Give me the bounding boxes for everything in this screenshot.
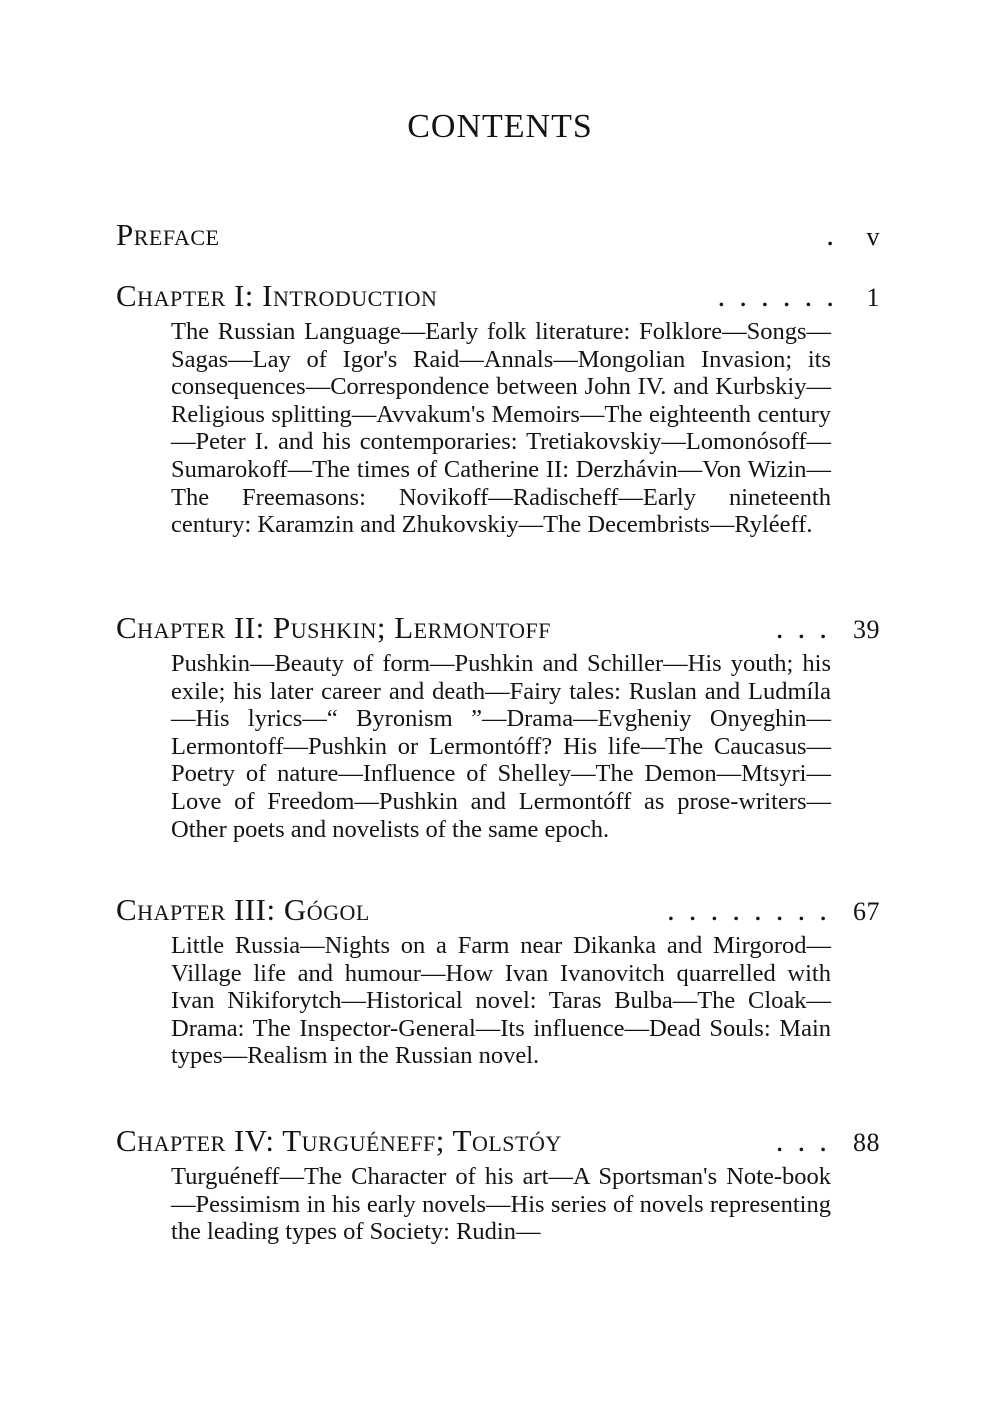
toc-entry-chapter-3 [116, 890, 880, 1070]
toc-entry-title: Preface [116, 217, 220, 252]
page-title: CONTENTS [407, 108, 593, 145]
toc-entry-summary: Pushkin—Beauty of form—Pushkin and Schiller—His youth; his exile; his later career and death—Fairy tales: Ruslan and Ludmíla—His lyrics—“ Byronism ”—Drama—Evgheniy Onyeghin—Lermontoff—Pushkin or Lermontóff? His life—The Caucasus—Poetry of nature—Influence of Shelley—The Demon—Mtsyri—Love of Freedom—Pushkin and Lermontóff as prose-writers—Other poets and novelists of the same epoch. [171, 650, 831, 843]
toc-leader-dots: ........ [667, 892, 841, 927]
toc-entry-preface [116, 215, 880, 257]
toc-page-number: 88 [853, 1128, 880, 1157]
toc-page-number: v [866, 222, 880, 251]
toc-entry-summary: Turguéneff—The Character of his art—A Sportsman's Note-book—Pessimism in his early novels—His series of novels representing the leading types of Society: Rudin— [171, 1163, 831, 1246]
toc-leader-dots: ... [775, 1123, 841, 1158]
toc-entry-summary: Little Russia—Nights on a Farm near Dikanka and Mirgorod—Village life and humour—How Ivan Ivanovitch quarrelled with Ivan Nikiforytch—Historical novel: Taras Bulba—The Cloak—Drama: The Inspector-General—Its influence—Dead Souls: Main types—Realism in the Russian novel. [171, 932, 831, 1070]
toc-entry-title: Chapter I: Introduction [116, 278, 438, 313]
toc-entry-chapter-1 [116, 276, 880, 539]
toc-entry-heading-line [116, 1121, 880, 1163]
toc-entry-heading-line [116, 215, 880, 257]
toc-entry-title: Chapter II: Pushkin; Lermontoff [116, 610, 551, 645]
toc-entry-heading-line [116, 890, 880, 932]
toc-entry-title: Chapter III: Gógol [116, 892, 370, 927]
toc-leader-dots: ...... [717, 278, 848, 313]
toc-entry-chapter-2 [116, 608, 880, 843]
toc-entry-heading-line [116, 608, 880, 650]
toc-page-number: 67 [853, 897, 880, 926]
toc-page-number: 39 [853, 615, 880, 644]
toc-page-number: 1 [866, 283, 880, 312]
toc-entry-title: Chapter IV: Turguéneff; Tolstóy [116, 1123, 562, 1158]
toc-leader-dots: ... [775, 610, 841, 645]
toc-leader-dots: . [826, 217, 848, 252]
toc-entry-chapter-4 [116, 1121, 880, 1246]
toc-entry-heading-line [116, 276, 880, 318]
toc-entry-summary: The Russian Language—Early folk literature: Folklore—Songs—Sagas—Lay of Igor's Raid—Annals—Mongolian Invasion; its consequences—Correspondence between John IV. and Kurbskiy—Religious splitting—Avvakum's Memoirs—The eighteenth century—Peter I. and his contemporaries: Tretiakovskiy—Lomonósoff—Sumarokoff—The times of Catherine II: Derzhávin—Von Wizin—The Freemasons: Novikoff—Radischeff—Early nineteenth century: Karamzin and Zhukovskiy—The Decembrists—Ryléeff. [171, 318, 831, 539]
